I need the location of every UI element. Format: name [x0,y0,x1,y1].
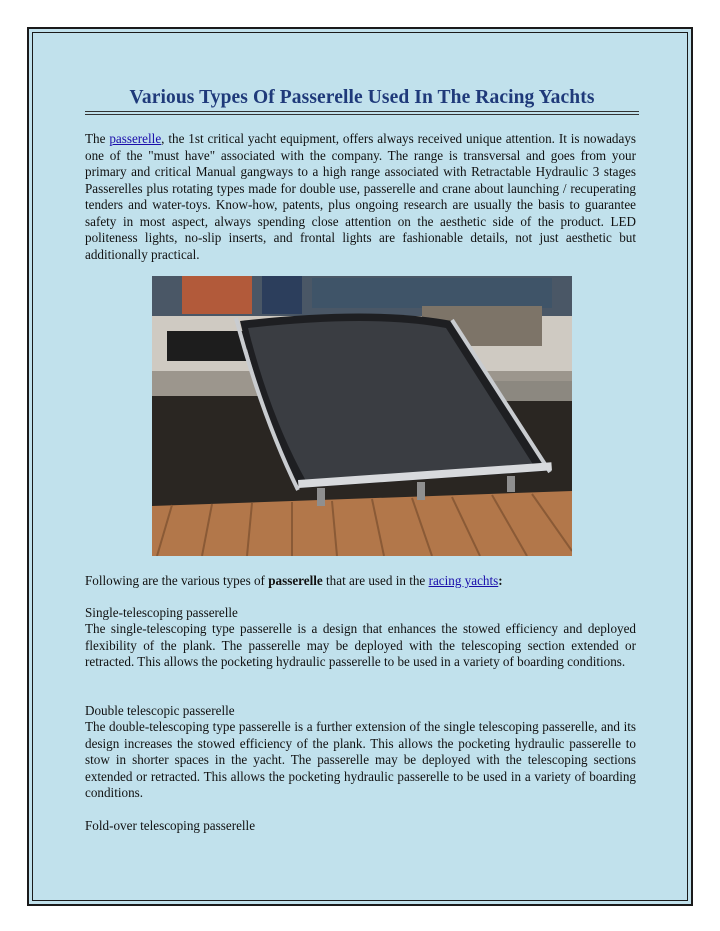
section-text-single: The single-telescoping type passerelle is a design that enhances the stowed efficiency and deployed flexibility of the plank. The passerelle may be deployed with the telescoping section extended or retracted. This allows the pocketing hydraulic passerelle to be used in a variety of boarding conditions. [85,621,636,669]
intro-paragraph [85,131,636,263]
types-intro-bold: passerelle [268,573,323,588]
section-heading-fold-over: Fold-over telescoping passerelle [85,818,256,833]
types-intro-line [85,573,636,590]
section-heading-single: Single-telescoping passerelle [85,605,238,620]
types-intro-middle: that are used in the [322,573,429,588]
passerelle-link[interactable]: passerelle [109,131,162,146]
types-intro-colon: : [498,573,503,588]
page-title: Various Types Of Passerelle Used In The Racing Yachts [129,87,595,108]
intro-prefix: The [85,131,110,146]
racing-yachts-link[interactable]: racing yachts [428,573,499,588]
section-heading-double: Double telescopic passerelle [85,703,235,718]
passerelle-photo [152,276,572,556]
types-intro-prefix: Following are the various types of [85,573,269,588]
title-underline [85,111,639,115]
passerelle-photo-illustration [152,276,572,556]
document-page [27,27,693,906]
section-text-double: The double-telescoping type passerelle is a further extension of the single telescoping passerelle, and its design increases the stowed efficiency of the plank. This allows the pocketing hydraulic passerelle to stow in shorter spaces in the yacht. The passerelle may be deployed with the telescoping sections extended or retracted. This allows the pocketing hydraulic passerelle to be used in a variety of boarding conditions. [85,719,636,800]
intro-body: , the 1st critical yacht equipment, offers always received unique attention. It is nowadays one of the "must have" associated with the company. The range is transversal and goes from your primary and critical Manual gangways to a high range associated with Retractable Hydraulic 3 stages Passerelles plus rotating types made for double use, passerelle and crane about launching / recuperating tenders and water-toys. Know-how, patents, plus ongoing research are usually the basis to guarantee safety in most aspect, always spending close attention on the aesthetic side of the product. LED politeness lights, no-slip inserts, and frontal lights are fashionable details, not just aesthetic but additionally practical. [85,131,636,262]
